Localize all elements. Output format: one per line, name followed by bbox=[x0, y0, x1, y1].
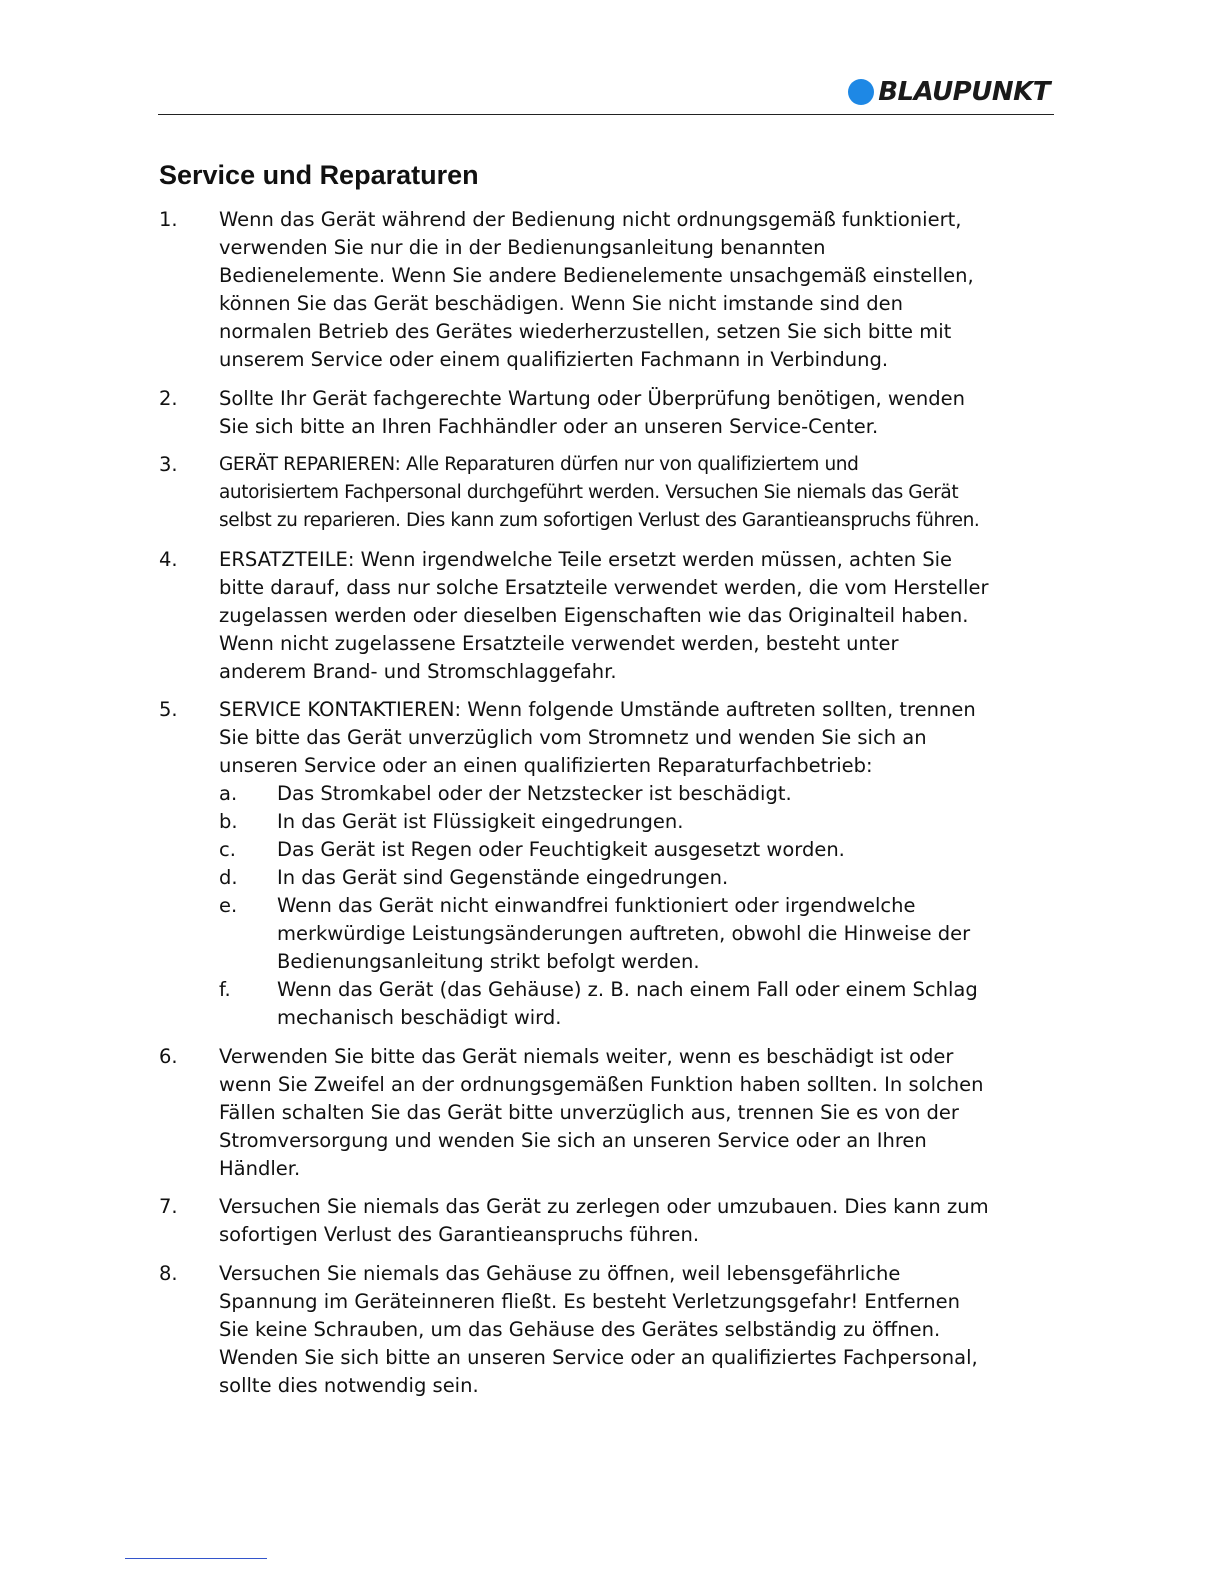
sub-list-item bbox=[219, 976, 1059, 1032]
sub-list-item-text bbox=[277, 976, 1059, 1032]
list-item-text bbox=[219, 1043, 1059, 1183]
list-item bbox=[159, 696, 1059, 1032]
text-line: verwenden Sie nur die in der Bedienungsanleitung benannten bbox=[219, 236, 826, 259]
text-line: Wenn das Gerät nicht einwandfrei funktioniert oder irgendwelche bbox=[277, 894, 916, 917]
text-line: Fällen schalten Sie das Gerät bitte unverzüglich aus, trennen Sie es von der bbox=[219, 1100, 959, 1124]
text-line: Versuchen Sie niemals das Gerät zu zerlegen oder umzubauen. Dies kann zum bbox=[219, 1195, 989, 1218]
list-item-number: 2. bbox=[159, 386, 178, 410]
sub-list-item-text bbox=[277, 780, 1059, 808]
sub-list-item bbox=[219, 836, 1059, 864]
text-line: Sollte Ihr Gerät fachgerechte Wartung oder Überprüfung benötigen, wenden bbox=[219, 386, 965, 410]
list-item bbox=[159, 206, 1059, 374]
text-line: wenn Sie Zweifel an der ordnungsgemäßen Funktion haben sollten. In solchen bbox=[219, 1072, 984, 1096]
list-item-number: 6. bbox=[159, 1044, 178, 1068]
list-item-number: 8. bbox=[159, 1261, 178, 1285]
text-line: Sie keine Schrauben, um das Gehäuse des Gerätes selbständig zu öffnen. bbox=[219, 1317, 941, 1341]
list-item-number: 5. bbox=[159, 698, 178, 721]
sub-list-item bbox=[219, 808, 1059, 836]
sub-list-item-label: d. bbox=[219, 866, 238, 889]
text-line: sofortigen Verlust des Garantieanspruchs führen. bbox=[219, 1223, 700, 1246]
list-item-text bbox=[219, 206, 1059, 374]
text-line: können Sie das Gerät beschädigen. Wenn Sie nicht imstande sind den bbox=[219, 292, 903, 315]
list-item-text bbox=[219, 451, 1059, 535]
text-line: Bedienungsanleitung strikt befolgt werden. bbox=[277, 950, 700, 973]
text-line: Das Gerät ist Regen oder Feuchtigkeit ausgesetzt worden. bbox=[277, 838, 845, 861]
sub-list-item-label: a. bbox=[219, 782, 238, 805]
list-item bbox=[159, 451, 1059, 535]
list-item-text bbox=[219, 1260, 1059, 1400]
sub-list-item bbox=[219, 864, 1059, 892]
list-item bbox=[159, 385, 1059, 441]
list-item-number: 4. bbox=[159, 547, 178, 571]
list-item bbox=[159, 1260, 1059, 1400]
text-line: selbst zu reparieren. Dies kann zum sofortigen Verlust des Garantieanspruchs führen. bbox=[219, 510, 980, 531]
text-line: bitte darauf, dass nur solche Ersatzteile verwendet werden, die vom Hersteller bbox=[219, 575, 989, 599]
sub-list-item-label: e. bbox=[219, 894, 238, 917]
sub-list-item-label: b. bbox=[219, 810, 238, 833]
text-line: unseren Service oder an einen qualifizierten Reparaturfachbetrieb: bbox=[219, 754, 873, 777]
instruction-list bbox=[159, 206, 1059, 1410]
text-line: zugelassen werden oder dieselben Eigenschaften wie das Originalteil haben. bbox=[219, 603, 969, 627]
text-line: Wenn nicht zugelassene Ersatzteile verwendet werden, besteht unter bbox=[219, 631, 899, 655]
page-title: Service und Reparaturen bbox=[159, 160, 479, 190]
text-line: Das Stromkabel oder der Netzstecker ist beschädigt. bbox=[277, 782, 792, 805]
brand-logo bbox=[848, 77, 1050, 107]
list-item-text bbox=[219, 696, 1059, 1032]
brand-name: BLAUPUNKT bbox=[878, 77, 1050, 107]
footer-divider bbox=[125, 1558, 267, 1559]
text-line: In das Gerät sind Gegenstände eingedrungen. bbox=[277, 866, 729, 889]
text-line: Sie sich bitte an Ihren Fachhändler oder an unseren Service-Center. bbox=[219, 414, 879, 438]
list-item bbox=[159, 1193, 1059, 1249]
list-item-number: 3. bbox=[159, 453, 178, 476]
list-item-number: 7. bbox=[159, 1195, 178, 1218]
text-line: normalen Betrieb des Gerätes wiederherzustellen, setzen Sie sich bitte mit bbox=[219, 320, 952, 343]
text-line: Wenn das Gerät während der Bedienung nicht ordnungsgemäß funktioniert, bbox=[219, 208, 962, 231]
text-line: Wenden Sie sich bitte an unseren Service oder an qualifiziertes Fachpersonal, bbox=[219, 1345, 978, 1369]
sub-list-item-text bbox=[277, 864, 1059, 892]
list-item-text bbox=[219, 385, 1059, 441]
sub-list-item-text bbox=[277, 808, 1059, 836]
brand-dot-icon bbox=[848, 79, 874, 105]
text-line: In das Gerät ist Flüssigkeit eingedrungen. bbox=[277, 810, 684, 833]
list-item bbox=[159, 1043, 1059, 1183]
text-line: Versuchen Sie niemals das Gehäuse zu öffnen, weil lebensgefährliche bbox=[219, 1261, 901, 1285]
text-line: unserem Service oder einem qualifizierten Fachmann in Verbindung. bbox=[219, 348, 889, 371]
list-item bbox=[159, 546, 1059, 686]
list-item-text bbox=[219, 546, 1059, 686]
page-header bbox=[158, 74, 1054, 115]
list-item-number: 1. bbox=[159, 208, 178, 231]
text-line: mechanisch beschädigt wird. bbox=[277, 1006, 562, 1029]
sub-list-item bbox=[219, 780, 1059, 808]
text-line: Wenn das Gerät (das Gehäuse) z. B. nach einem Fall oder einem Schlag bbox=[277, 978, 978, 1001]
text-line: sollte dies notwendig sein. bbox=[219, 1373, 479, 1397]
text-line: merkwürdige Leistungsänderungen auftreten, obwohl die Hinweise der bbox=[277, 922, 971, 945]
text-line: Verwenden Sie bitte das Gerät niemals weiter, wenn es beschädigt ist oder bbox=[219, 1044, 954, 1068]
text-line: autorisiertem Fachpersonal durchgeführt werden. Versuchen Sie niemals das Gerät bbox=[219, 482, 959, 503]
sub-list-item bbox=[219, 892, 1059, 976]
text-line: SERVICE KONTAKTIEREN: Wenn folgende Umstände auftreten sollten, trennen bbox=[219, 698, 976, 721]
sub-list-item-label: f. bbox=[219, 978, 231, 1001]
text-line: Händler. bbox=[219, 1156, 301, 1180]
text-line: ERSATZTEILE: Wenn irgendwelche Teile ersetzt werden müssen, achten Sie bbox=[219, 547, 953, 571]
text-line: Spannung im Geräteinneren fließt. Es besteht Verletzungsgefahr! Entfernen bbox=[219, 1289, 960, 1313]
text-line: GERÄT REPARIEREN: Alle Reparaturen dürfen nur von qualifiziertem und bbox=[219, 454, 859, 475]
sub-list-item-label: c. bbox=[219, 838, 236, 861]
text-line: Bedienelemente. Wenn Sie andere Bedienelemente unsachgemäß einstellen, bbox=[219, 264, 974, 287]
text-line: Stromversorgung und wenden Sie sich an unseren Service oder an Ihren bbox=[219, 1128, 927, 1152]
sub-list-item-text bbox=[277, 836, 1059, 864]
text-line: anderem Brand- und Stromschlaggefahr. bbox=[219, 659, 617, 683]
list-item-text bbox=[219, 1193, 1059, 1249]
text-line: Sie bitte das Gerät unverzüglich vom Stromnetz und wenden Sie sich an bbox=[219, 726, 927, 749]
sub-list-item-text bbox=[277, 892, 1059, 976]
